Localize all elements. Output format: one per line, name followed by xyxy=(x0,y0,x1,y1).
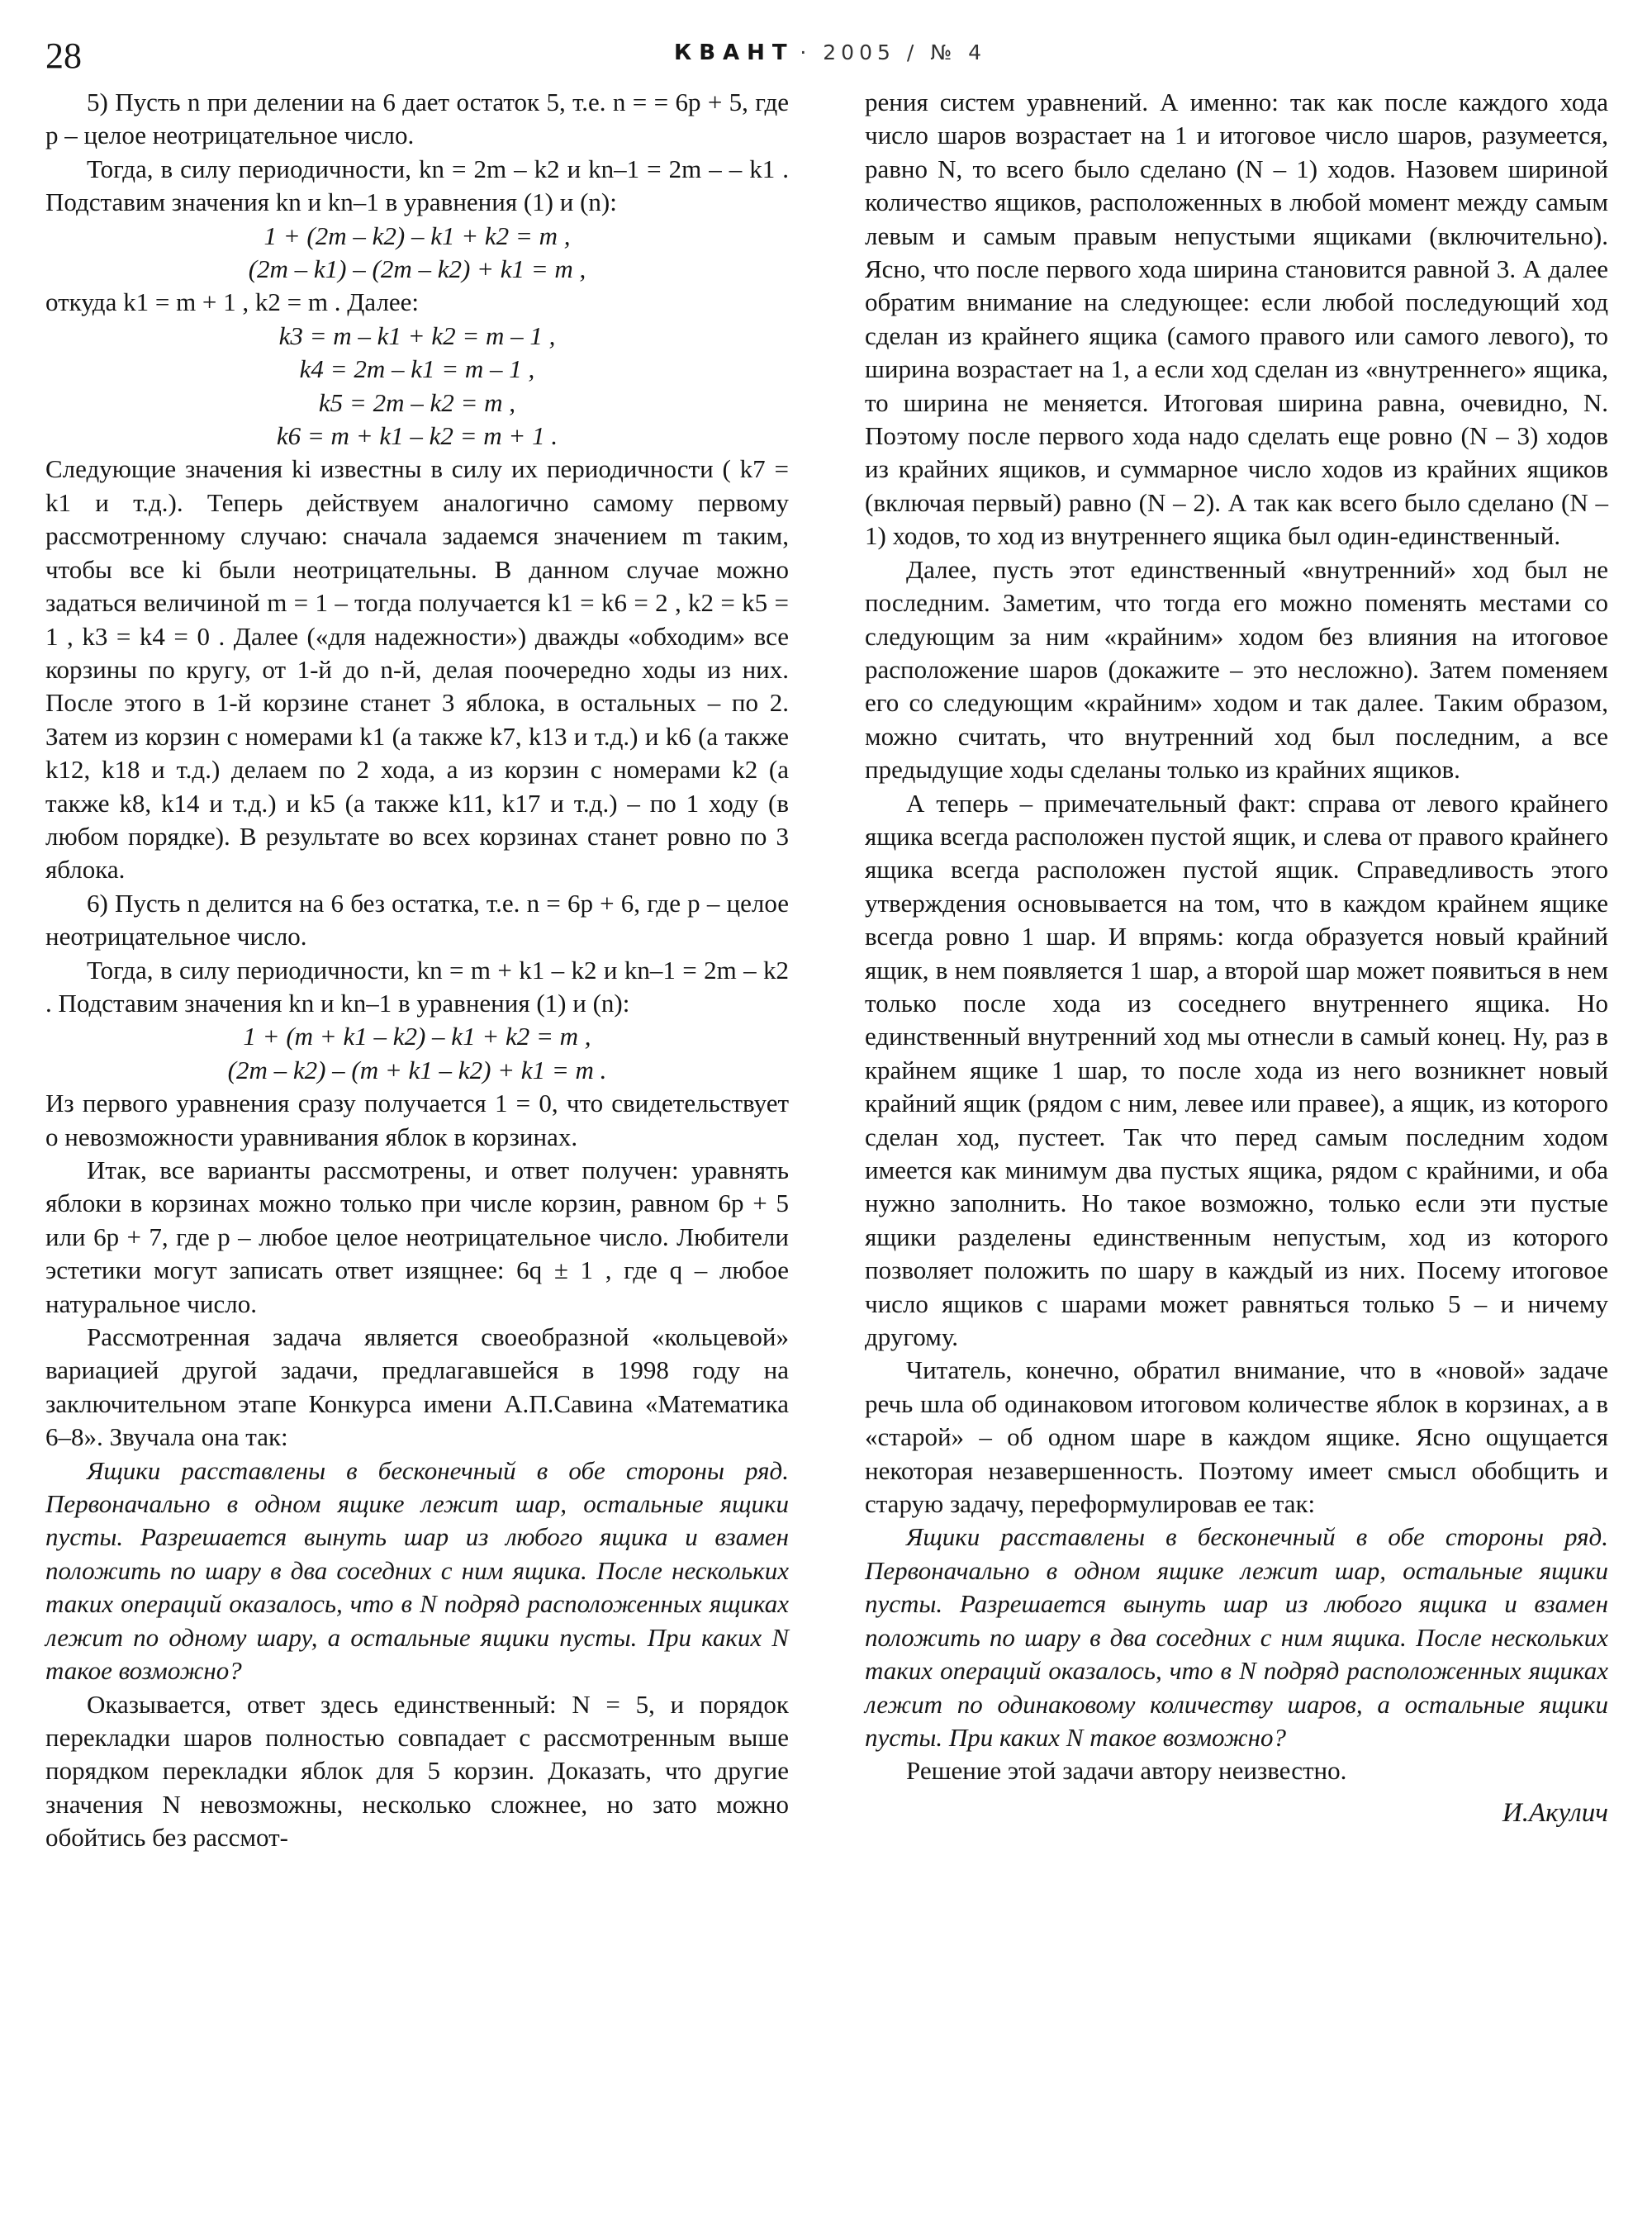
equation: 1 + (2m – k2) – k1 + k2 = m , xyxy=(263,221,571,250)
left-column xyxy=(45,86,789,1855)
page-header xyxy=(45,25,1615,83)
paragraph: откуда k1 = m + 1 , k2 = m . Далее: xyxy=(45,287,420,317)
paragraph: Тогда, в силу периодичности, kn = m + k1 – k2 и kn–1 = 2m – k2 . Подставим значения kn и kn–1 в уравнения (1) и (n): xyxy=(45,955,789,1018)
issue-info: · 2005 / № 4 xyxy=(800,40,987,64)
paragraph: Решение этой задачи автору неизвестно. xyxy=(906,1756,1347,1786)
paragraph: Далее, пусть этот единственный «внутренний» ход был не последним. Заметим, что тогда его можно поменять местами со следующим за ним «крайним» ходом без влияния на итоговое расположение шаров (докажите – это несложно). Затем поменяем его со следующим «крайним» ходом и так далее. Таким образом, можно считать, что внутренний ход был последним, а все предыдущие ходы сделаны только из крайних ящиков. xyxy=(865,554,1608,785)
paragraph: Читатель, конечно, обратил внимание, что в «новой» задаче речь шла об одинаковом итоговом количестве яблок в корзинах, а в «старой» – об одном шаре в каждом ящике. Ясно ощущается некоторая незавершенность. Поэтому имеет смысл обобщить и старую задачу, переформулировав ее так: xyxy=(865,1355,1608,1519)
paragraph: Следующие значения ki известны в силу их периодичности ( k7 = k1 и т.д.). Теперь действуем аналогично самому первому рассмотренному случаю: сначала задаемся значением m таким, чтобы все ki были неотрицательны. В данном случае можно задаться величиной m = 1 – тогда получается k1 = k6 = 2 , k2 = k5 = 1 , k3 = k4 = 0 . Далее («для надежности») дважды «обходим» все корзины по кругу, от 1-й до n-й, делая поочередно ходы из них. После этого в 1-й корзине станет 3 яблока, в остальных – по 2. Затем из корзин с номерами k1 (а также k7, k13 и т.д.) и k6 (а также k12, k18 и т.д.) делаем по 2 хода, а из корзин с номерами k2 (а также k8, k14 и т.д.) и k5 (а также k11, k17 и т.д.) – по 1 ходу (в любом порядке). В результате во всех корзинах станет ровно по 3 яблока. xyxy=(45,454,789,885)
paragraph: Итак, все варианты рассмотрены, и ответ получен: уравнять яблоки в корзинах можно только при числе корзин, равном 6p + 5 или 6p + 7, где p – любое целое неотрицательное число. Любители эстетики могут записать ответ изящнее: 6q ± 1 , где q – любое натуральное число. xyxy=(45,1155,789,1318)
problem-statement: Ящики расставлены в бесконечный в обе стороны ряд. Первоначально в одном ящике лежит шар, остальные ящики пусты. Разрешается вынуть шар из любого ящика и взамен положить по шару в два соседних с ним ящика. После нескольких таких операций оказалось, что в N подряд расположенных ящиках лежит по одному шару, а остальные ящики пусты. При каких N такое возможно? xyxy=(45,1455,789,1686)
paragraph: 6) Пусть n делится на 6 без остатка, т.е. n = 6p + 6, где p – целое неотрицательное число. xyxy=(45,888,789,951)
paragraph: рения систем уравнений. А именно: так как после каждого хода число шаров возрастает на 1 и итоговое число шаров, разумеется, равно N, то всего было сделано (N – 1) ходов. Назовем шириной количество ящиков, расположенных в любой момент между самым левым и самым правым непустыми ящиками (включительно). Ясно, что после первого хода ширина становится равной 3. А далее обратим внимание на следующее: если любой последующий ход сделан из крайнего ящика (самого правого или самого левого), то ширина возрастает на 1, а если ход сделан из «внутреннего» ящика, то ширина не меняется. Итоговая ширина равна, очевидно, N. Поэтому после первого хода надо сделать еще ровно (N – 3) ходов из крайних ящиков, и суммарное число ходов из крайних ящиков (включая первый) равно (N – 2). А так как всего было сделано (N – 1) ходов, то ход из внутреннего ящика был один-единственный. xyxy=(865,88,1608,551)
equation: 1 + (m + k1 – k2) – k1 + k2 = m , xyxy=(243,1022,591,1051)
problem-statement: Ящики расставлены в бесконечный в обе стороны ряд. Первоначально в одном ящике лежит шар, остальные ящики пусты. Разрешается вынуть шар из любого ящика и взамен положить по шару в два соседних с ним ящика. После нескольких таких операций оказалось, что в N подряд расположенных ящиках лежит по одинаковому количеству шаров, а остальные ящики пусты. При каких N такое возможно? xyxy=(865,1522,1608,1752)
paragraph: Тогда, в силу периодичности, kn = 2m – k2 и kn–1 = 2m – – k1 . Подставим значения kn и kn–1 в уравнения (1) и (n): xyxy=(45,154,789,217)
equation: (2m – k1) – (2m – k2) + k1 = m , xyxy=(248,254,586,284)
equation: k3 = m – k1 + k2 = m – 1 , xyxy=(278,320,556,350)
paragraph: А теперь – примечательный факт: справа от левого крайнего ящика всегда расположен пустой ящик, и слева от правого крайнего ящика всегда расположен пустой ящик. Справедливость этого утверждения основывается на том, что в каждом крайнем ящике всегда ровно 1 шар. И впрямь: когда образуется новый крайний ящик, в нем появляется 1 шар, а второй шар может появиться в нем только после хода из соседнего внутреннего ящика. Но единственный внутренний ход мы отнесли в самый конец. Ну, раз в крайнем ящике 1 шар, то после хода из него возникнет новый крайний ящик (рядом с ним, левее или правее), а ящик, из которого сделан ход, пустеет. Так что перед самым последним ходом имеется как минимум два пустых ящика, рядом с крайними, и оба нужно заполнить. Но такое возможно, только если эти пустые ящики разделены единственным непустым, ход из которого позволяет положить по шару в каждый из них. Посему итоговое число ящиков с шарами может равняться только 5 – и ничему другому. xyxy=(865,788,1608,1352)
paragraph: Рассмотренная задача является своеобразной «кольцевой» вариацией другой задачи, предлагавшейся в 1998 году на заключительном этапе Конкурса имени А.П.Савина «Математика 6–8». Звучала она так: xyxy=(45,1322,789,1452)
paragraph: 5) Пусть n при делении на 6 дает остаток 5, т.е. n = = 6p + 5, где p – целое неотрицательное число. xyxy=(45,88,789,150)
magazine-title: КВАНТ xyxy=(673,40,795,65)
page-number: 28 xyxy=(45,36,82,76)
equation: k5 = 2m – k2 = m , xyxy=(318,387,516,417)
equation: (2m – k2) – (m + k1 – k2) + k1 = m . xyxy=(227,1055,607,1084)
running-title xyxy=(45,40,1615,65)
equation: k4 = 2m – k1 = m – 1 , xyxy=(299,354,535,384)
right-column xyxy=(865,86,1608,1829)
author-signature: И.Акулич xyxy=(1502,1797,1608,1828)
paragraph: Оказывается, ответ здесь единственный: N = 5, и порядок перекладки шаров полностью совпадает с рассмотренным выше порядком перекладки яблок для 5 корзин. Доказать, что другие значения N невозможны, несколько сложнее, но зато можно обойтись без рассмот- xyxy=(45,1689,789,1853)
equation: k6 = m + k1 – k2 = m + 1 . xyxy=(276,421,558,451)
paragraph: Из первого уравнения сразу получается 1 = 0, что свидетельствует о невозможности уравнивания яблок в корзинах. xyxy=(45,1089,789,1151)
